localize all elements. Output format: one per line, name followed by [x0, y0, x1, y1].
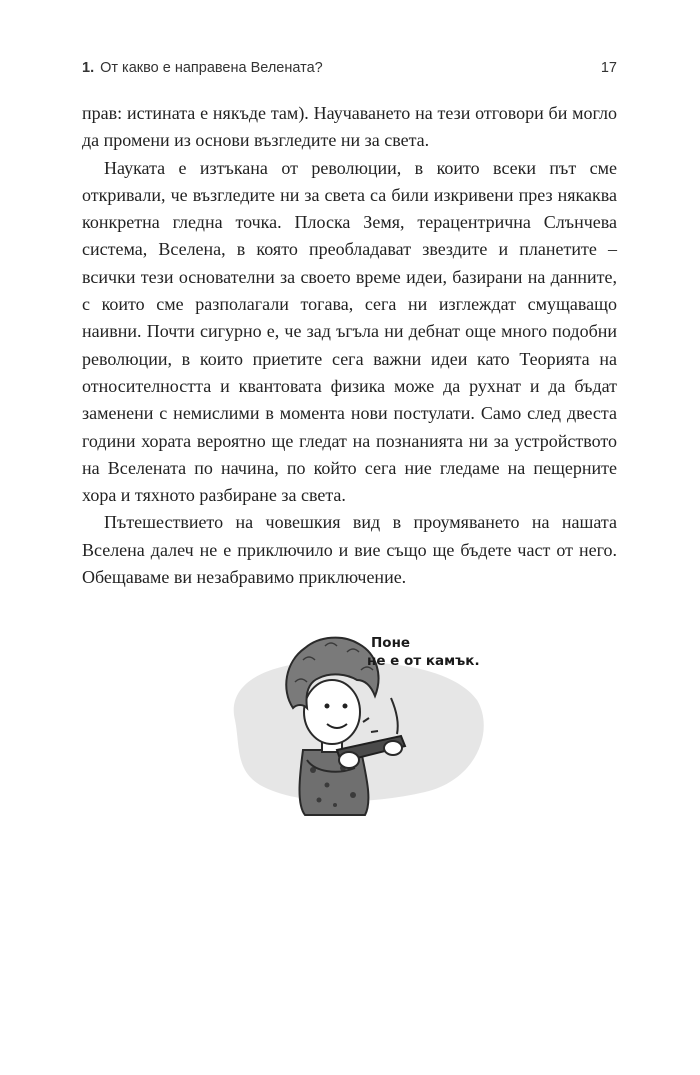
speech-bubble-text [367, 634, 480, 670]
speech-line-1: Поне [371, 635, 411, 651]
chapter-number: 1. [82, 60, 95, 76]
speech-line-2: не е от камък. [367, 653, 480, 669]
chapter-title: От какво е направена Велената? [100, 60, 323, 76]
caveman-with-book-illustration [215, 600, 495, 820]
paragraph-1: прав: истината е някъде там). Научаването на тези отговори би могло да промени из основи възгледите ни за света. [82, 103, 617, 151]
running-header [82, 60, 617, 76]
page-number: 17 [600, 60, 617, 76]
paragraph-2: Науката е изтъкана от революции, в които всеки път сме откривали, че възгледите ни за света са били изкривени през някаква конкретна гледна точка. Плоска Земя, терацентрична Слънчева система, Вселена, в която преобладават звездите и планетите – всички тези основателни за своето време идеи, базирани на данните, с които сме разполагали тогава, сега ни изглеждат смущаващо наивни. Почти сигурно е, че зад ъгъла ни дебнат още много подобни революции, в които приетите сега важни идеи като Теорията на относителността и квантовата физика може да рухнат и да бъдат заменени с немислими в момента нови постулати. Само след двеста години хората вероятно ще гледат на познанията ни за устройството на Вселената по начина, по който сега ние гледаме на пещерните хора и тяхното разбиране за света. [82, 157, 617, 506]
body-text [82, 100, 617, 591]
paragraph-3: Пътешествието на човешкия вид в проумяването на нашата Вселена далеч не е приключило и вие също ще бъдете част от него. Обещаваме ви незабравимо приключение. [82, 512, 617, 588]
chapter-heading [82, 60, 323, 76]
